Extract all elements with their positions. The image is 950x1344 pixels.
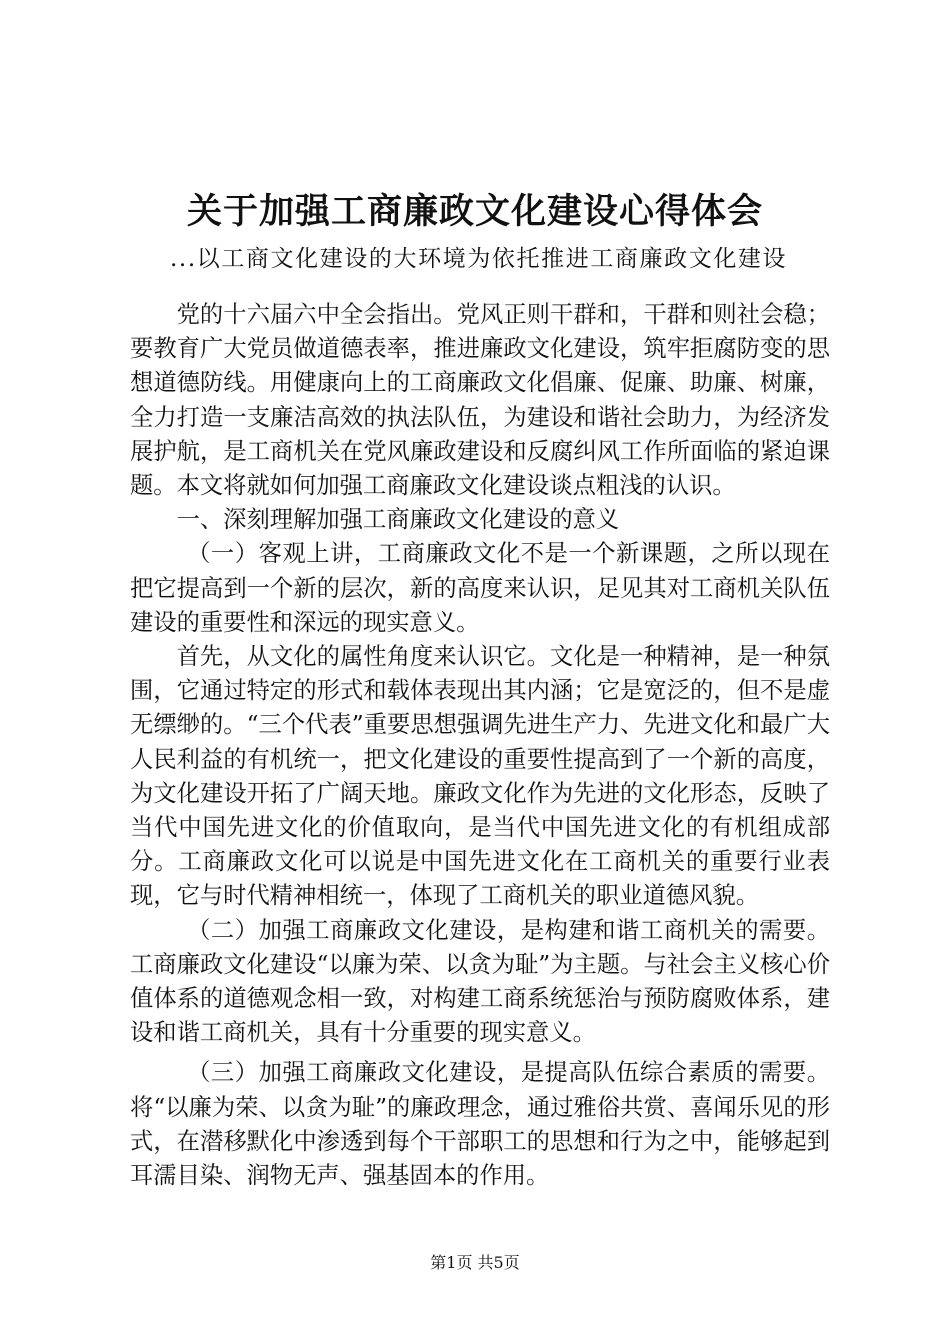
paragraph-point-1: （一）客观上讲，工商廉政文化不是一个新课题，之所以现在把它提高到一个新的层次，新的高度来认识，足见其对工商机关队伍建设的重要性和深远的现实意义。	[130, 540, 830, 636]
paragraph-point-3: （三）加强工商廉政文化建设，是提高队伍综合素质的需要。将“以廉为荣、以贪为耻”的廉政理念，通过雅俗共赏、喜闻乐见的形式，在潜移默化中渗透到每个干部职工的思想和行为之中，能够起到耳濡目染、润物无声、强基固本的作用。	[130, 1059, 830, 1190]
paragraph-culture-attributes: 首先，从文化的属性角度来认识它。文化是一种精神，是一种氛围，它通过特定的形式和载体表现出其内涵；它是宽泛的，但不是虚无缥缈的。“三个代表”重要思想强调先进生产力、先进文化和最广大人民利益的有机统一，把文化建设的重要性提高到了一个新的高度，为文化建设开拓了广阔天地。廉政文化作为先进的文化形态，反映了当代中国先进文化的价值取向，是当代中国先进文化的有机组成部分。工商廉政文化可以说是中国先进文化在工商机关的重要行业表现，它与时代精神相统一，体现了工商机关的职业道德风貌。	[130, 643, 830, 910]
page-indicator: 第1页 共5页	[430, 1253, 520, 1272]
document-title: 关于加强工商廉政文化建设心得体会	[186, 191, 763, 232]
paragraph-intro: 党的十六届六中全会指出。党风正则干群和，干群和则社会稳；要教育广大党员做道德表率，推进廉政文化建设，筑牢拒腐防变的思想道德防线。用健康向上的工商廉政文化倡廉、促廉、助廉、树廉，全力打造一支廉洁高效的执法队伍，为建设和谐社会助力，为经济发展护航，是工商机关在党风廉政建设和反腐纠风工作所面临的紧迫课题。本文将就如何加强工商廉政文化建设谈点粗浅的认识。	[130, 301, 830, 500]
paragraph-point-2: （二）加强工商廉政文化建设，是构建和谐工商机关的需要。工商廉政文化建设“以廉为荣、以贪为耻”为主题。与社会主义核心价值体系的道德观念相一致，对构建工商系统惩治与预防腐败体系，建设和谐工商机关，具有十分重要的现实意义。	[130, 916, 830, 1047]
document-subtitle: ...以工商文化建设的大环境为依托推进工商廉政文化建设	[170, 246, 788, 272]
section-heading: 一、深刻理解加强工商廉政文化建设的意义	[176, 506, 620, 534]
document-body	[130, 298, 830, 1193]
